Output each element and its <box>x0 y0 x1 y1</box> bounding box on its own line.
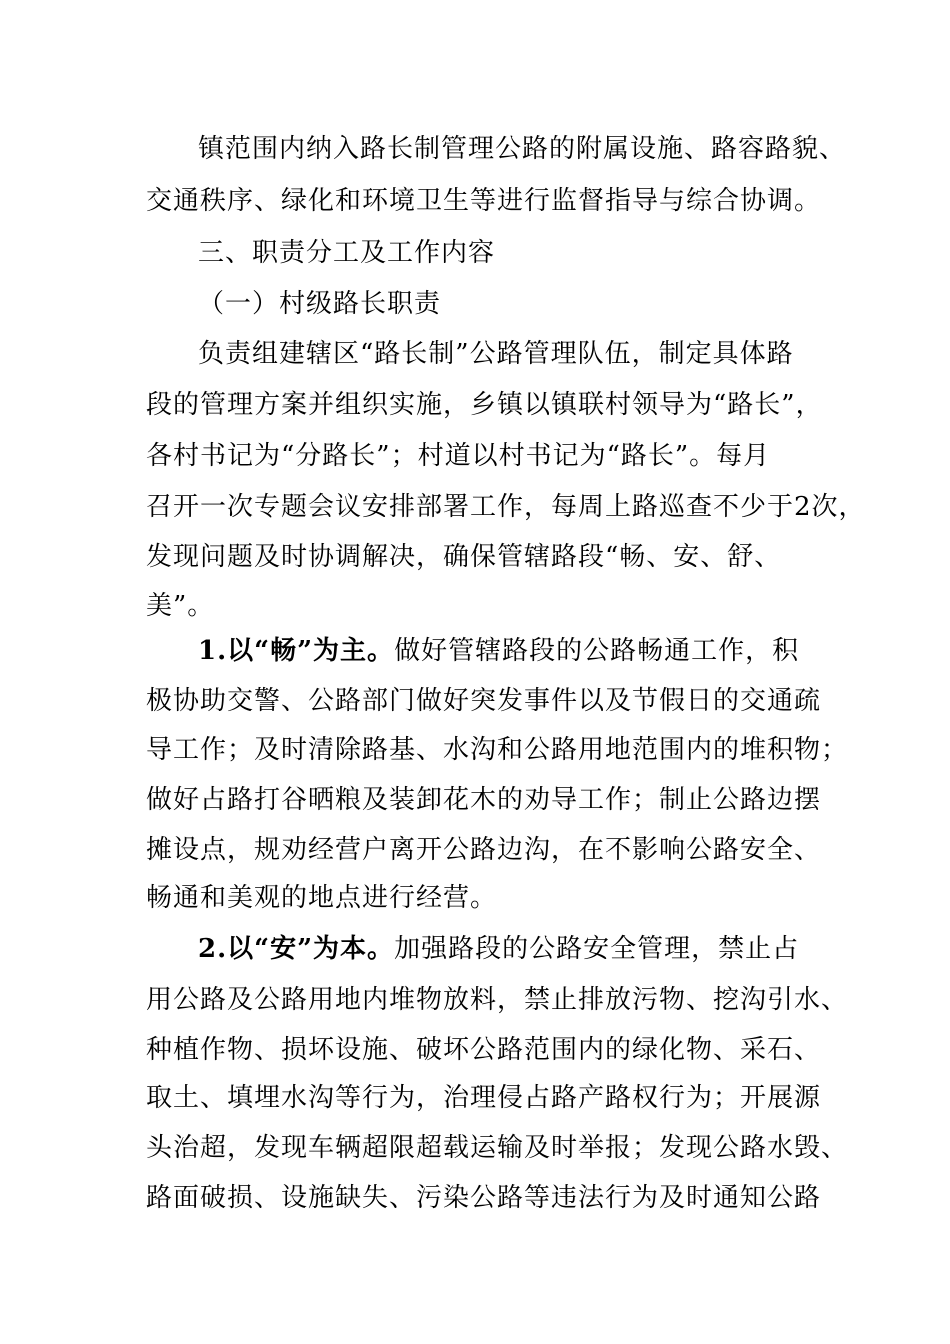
paragraph-line: 召开一次专题会议安排部署工作，每周上路巡查不少于2次， <box>146 492 866 522</box>
paragraph-line: 路面破损、设施缺失、污染公路等违法行为及时通知公路 <box>146 1183 822 1213</box>
paragraph-line: 种植作物、损坏设施、破坏公路范围内的绿化物、采石、 <box>146 1035 822 1065</box>
paragraph-line: 交通秩序、绿化和环境卫生等进行监督指导与综合协调。 <box>146 186 822 216</box>
paragraph-line: 导工作；及时清除路基、水沟和公路用地范围内的堆积物； <box>146 735 849 765</box>
paragraph-line: 做好占路打谷晒粮及装卸花木的劝导工作；制止公路边摆 <box>146 785 822 815</box>
paragraph-line: 用公路及公路用地内堆物放料，禁止排放污物、挖沟引水、 <box>146 985 849 1015</box>
paragraph-line: 取土、填埋水沟等行为，治理侵占路产路权行为；开展源 <box>146 1083 822 1113</box>
paragraph-line: 极协助交警、公路部门做好突发事件以及节假日的交通疏 <box>146 686 822 716</box>
paragraph-line: 镇范围内纳入路长制管理公路的附属设施、路容路貌、 <box>198 134 847 164</box>
item-first-line <box>198 634 799 668</box>
item-text: 加强路段的公路安全管理，禁止占 <box>394 934 800 964</box>
item-title: 2.以“安”为本。 <box>198 934 395 964</box>
paragraph-line: 负责组建辖区“路长制”公路管理队伍，制定具体路 <box>198 339 794 369</box>
paragraph-line: 发现问题及时协调解决，确保管辖路段“畅、安、舒、 <box>146 542 782 572</box>
paragraph-line: 畅通和美观的地点进行经营。 <box>146 883 498 913</box>
paragraph-line: 摊设点，规劝经营户离开公路边沟，在不影响公路安全、 <box>146 835 822 865</box>
paragraph-line: 各村书记为“分路长”；村道以村书记为“路长”。每月 <box>146 441 771 471</box>
paragraph-line: 美”。 <box>146 591 215 621</box>
item-text: 做好管辖路段的公路畅通工作，积 <box>394 636 800 666</box>
paragraph-line: 头治超，发现车辆超限超载运输及时举报；发现公路水毁、 <box>146 1133 849 1163</box>
item-first-line <box>198 932 799 966</box>
paragraph-line: 段的管理方案并组织实施，乡镇以镇联村领导为“路长”， <box>146 390 823 420</box>
section-heading: 三、职责分工及工作内容 <box>198 238 496 268</box>
item-title: 1.以“畅”为主。 <box>198 636 395 666</box>
subsection-heading: （一）村级路长职责 <box>198 289 442 319</box>
